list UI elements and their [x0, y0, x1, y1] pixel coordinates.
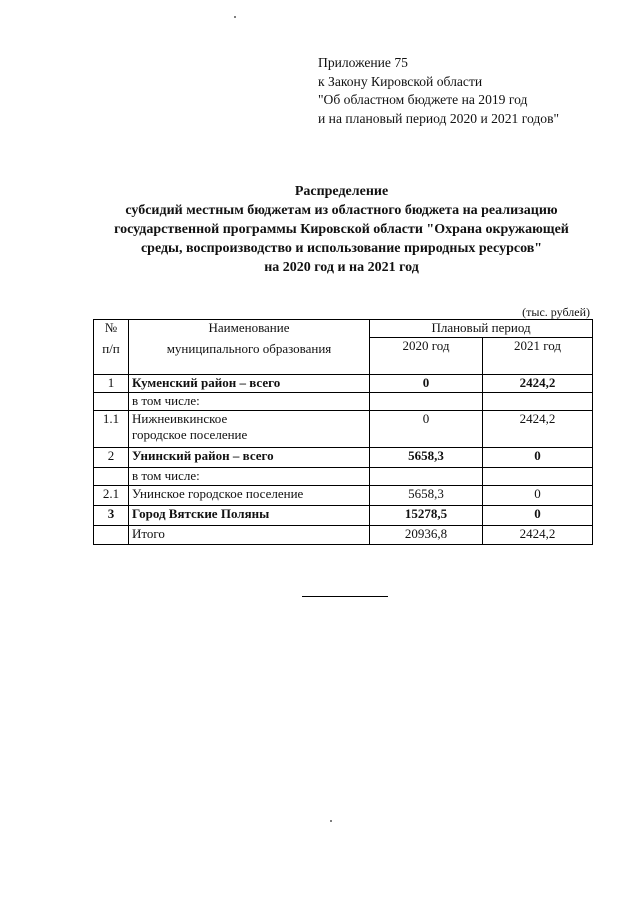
- appendix-number: Приложение 75: [318, 55, 408, 70]
- table-row: 3 Город Вятские Поляны 15278,5 0: [94, 506, 593, 526]
- subsidy-table: [93, 319, 593, 545]
- table-row: в том числе:: [94, 468, 593, 486]
- title-line-3: государственной программы Кировской области "Охрана окружающей: [114, 222, 569, 237]
- title-line-4: среды, воспроизводство и использование природных ресурсов": [140, 241, 543, 256]
- title-line-5: на 2020 год и на 2021 год: [264, 260, 419, 275]
- table-row: 2.1 Унинское городское поселение 5658,3 0: [94, 486, 593, 506]
- law-title: "Об областном бюджете на 2019 год: [318, 92, 528, 107]
- units-label: (тыс. рублей): [522, 305, 590, 319]
- table-row: в том числе:: [94, 393, 593, 411]
- closing-rule-line: [302, 596, 388, 597]
- law-name: к Закону Кировской области: [318, 73, 483, 89]
- title-line-2: субсидий местным бюджетам из областного бюджета на реализацию: [125, 203, 558, 218]
- header-year-2021: 2021 год: [483, 338, 593, 375]
- table-header-row: [94, 320, 593, 338]
- title-line-1: Распределение: [294, 184, 389, 199]
- table-row: 1.1 Нижнеивкинское городское поселение 0 2424,2: [94, 411, 593, 448]
- scan-speck: [234, 16, 236, 18]
- table-row: 2 Унинский район – всего 5658,3 0: [94, 448, 593, 468]
- table-row: 1 Куменский район – всего 0 2424,2: [94, 375, 593, 393]
- table-row-total: Итого 20936,8 2424,2: [94, 526, 593, 545]
- header-number: № п/п: [94, 320, 129, 375]
- header-year-2020: 2020 год: [370, 338, 483, 375]
- document-title: [60, 182, 623, 277]
- header-municipality: Наименование муниципального образования: [129, 320, 370, 375]
- scan-speck: [330, 820, 332, 822]
- law-period: и на плановый период 2020 и 2021 годов": [318, 110, 560, 126]
- law-reference-header: [318, 54, 559, 128]
- header-planned-period: Плановый период: [370, 320, 593, 338]
